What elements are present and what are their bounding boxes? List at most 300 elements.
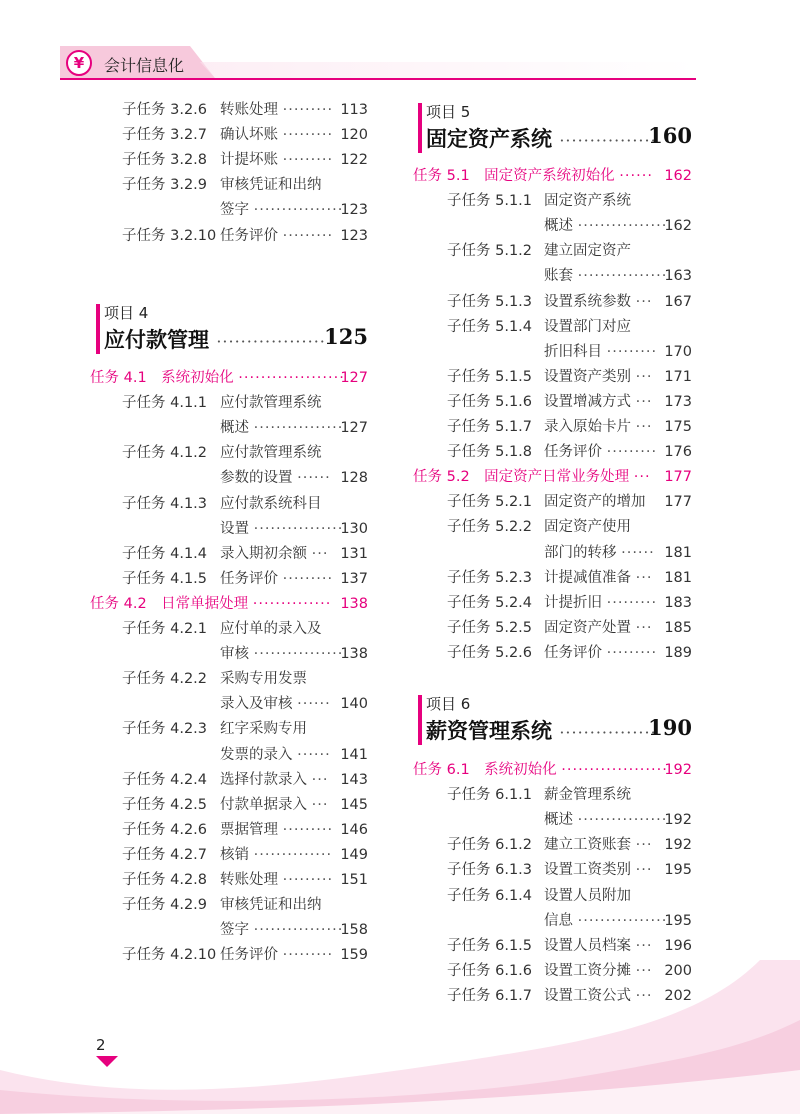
entry-title <box>220 174 322 196</box>
entry-page: 123 <box>340 202 368 219</box>
leader-dots: ········· <box>282 947 334 964</box>
entry-title-text: 计提折旧 <box>544 594 602 611</box>
entry-number: 子任务 5.2.1 <box>447 494 533 511</box>
page-header <box>0 46 800 86</box>
project-label: 项目 4 <box>104 304 149 322</box>
entry-title <box>220 819 333 841</box>
entry-page: 183 <box>664 594 692 611</box>
toc-entry <box>122 693 368 715</box>
entry-number: 子任务 5.2.6 <box>447 644 533 661</box>
toc-entry <box>122 819 368 841</box>
entry-title-text: 设置人员档案 <box>544 937 631 954</box>
entry-page: 170 <box>664 343 692 360</box>
toc-entry <box>122 744 368 766</box>
entry-number: 子任务 4.2.9 <box>122 897 208 914</box>
project-title <box>104 324 368 354</box>
leader-dots: ·············· <box>253 846 333 863</box>
leader-dots: ··· <box>635 987 653 1004</box>
entry-number: 子任务 5.1.6 <box>447 393 533 410</box>
entry-page: 171 <box>664 368 692 385</box>
entry-title-text: 概述 <box>544 218 573 235</box>
entry-page: 131 <box>340 545 368 562</box>
toc-entry <box>447 809 692 831</box>
entry-title-text: 任务评价 <box>220 947 278 964</box>
entry-title-text: 部门的转移 <box>544 544 617 561</box>
leader-dots: ··· <box>635 393 653 410</box>
entry-title-text: 设置增减方式 <box>544 393 631 410</box>
entry-number: 子任务 5.1.2 <box>447 243 533 260</box>
entry-number: 子任务 4.1.4 <box>122 545 208 562</box>
entry-title-text: 计提坏账 <box>220 152 278 169</box>
entry-title <box>220 668 307 690</box>
entry-title <box>544 642 657 664</box>
entry-title <box>220 417 343 439</box>
entry-title-text: 设置 <box>220 520 249 537</box>
leader-dots: ········· <box>282 872 334 888</box>
entry-number: 子任务 5.1.5 <box>447 368 533 385</box>
leader-dots: ·················· <box>216 332 326 351</box>
entry-title-text: 参数的设置 <box>220 470 293 487</box>
toc-entry <box>447 516 692 538</box>
entry-title <box>220 718 307 740</box>
entry-title-text: 折旧科目 <box>544 343 602 360</box>
leader-dots: ··················· <box>561 762 668 778</box>
toc-entry <box>122 392 368 414</box>
entry-number: 子任务 3.2.10 <box>122 227 217 244</box>
entry-number: 子任务 5.1.1 <box>447 193 533 210</box>
leader-dots: ··· <box>311 771 329 788</box>
entry-title-text: 任务评价 <box>220 570 278 587</box>
entry-title-text: 发票的录入 <box>220 746 293 763</box>
entry-number: 子任务 4.2.10 <box>122 947 217 964</box>
task-title: 任务 5.2 固定资产日常业务处理 <box>413 469 630 486</box>
toc-entry <box>122 99 368 121</box>
task-title: 任务 5.1 固定资产系统初始化 <box>413 168 615 184</box>
entry-title <box>544 885 631 907</box>
entry-title-text: 确认坏账 <box>220 127 278 144</box>
entry-number: 子任务 5.2.5 <box>447 619 533 636</box>
toc-entry <box>447 784 692 806</box>
entry-number: 子任务 4.2.1 <box>122 621 208 637</box>
toc-entry <box>122 618 368 640</box>
entry-title <box>544 935 652 957</box>
entry-title <box>544 809 667 831</box>
entry-number: 子任务 3.2.9 <box>122 177 208 194</box>
entry-page: 128 <box>340 470 368 487</box>
entry-page: 200 <box>664 962 692 979</box>
leader-dots: ················ <box>559 131 657 150</box>
entry-page: 151 <box>340 872 368 888</box>
leader-dots: ······ <box>619 168 653 184</box>
entry-title <box>220 744 331 766</box>
toc-entry <box>447 341 692 363</box>
entry-title <box>544 784 631 806</box>
leader-dots: ········· <box>282 152 334 169</box>
entry-title-text: 概述 <box>544 812 573 829</box>
toc-entry <box>122 894 368 916</box>
entry-title <box>220 467 331 489</box>
project-page: 160 <box>648 123 692 148</box>
entry-title-text: 任务评价 <box>220 227 278 244</box>
toc-entry <box>447 240 692 262</box>
entry-title <box>544 316 631 338</box>
leader-dots: ··· <box>635 837 653 854</box>
leader-dots: ················ <box>577 218 668 235</box>
entry-title-text: 签字 <box>220 922 249 939</box>
entry-title-text: 录入期初余额 <box>220 545 307 562</box>
toc-entry <box>447 291 692 313</box>
entry-title-text: 转账处理 <box>220 102 278 118</box>
leader-dots: ··· <box>635 419 653 435</box>
leader-dots: ········· <box>606 594 658 611</box>
entry-page: 189 <box>664 644 692 661</box>
entry-page: 120 <box>340 127 368 144</box>
entry-number: 子任务 3.2.6 <box>122 102 208 118</box>
leader-dots: ··· <box>635 962 653 979</box>
toc-entry <box>122 769 368 791</box>
entry-number: 子任务 5.2.3 <box>447 569 533 586</box>
toc-entry <box>122 149 368 171</box>
entry-title-text: 固定资产系统 <box>544 193 631 210</box>
entry-title <box>220 894 322 916</box>
entry-title <box>220 919 343 941</box>
entry-title-text: 应付款管理系统 <box>220 395 322 412</box>
entry-page: 123 <box>340 227 368 244</box>
entry-page: 158 <box>340 922 368 939</box>
entry-title <box>544 834 652 856</box>
leader-dots: ········· <box>606 343 658 360</box>
leader-dots: ··· <box>635 293 653 310</box>
leader-dots: ········· <box>282 570 334 587</box>
task-title: 任务 4.1 系统初始化 <box>90 370 234 386</box>
entry-title-text: 应付款系统科目 <box>220 495 322 512</box>
entry-number: 子任务 6.1.2 <box>447 837 533 854</box>
entry-page: 181 <box>664 569 692 586</box>
entry-page: 143 <box>340 771 368 788</box>
entry-title <box>544 516 631 538</box>
entry-title <box>220 769 328 791</box>
leader-dots: ··· <box>311 545 329 562</box>
entry-title <box>544 190 631 212</box>
entry-page: 185 <box>664 619 692 636</box>
toc-entry <box>122 417 368 439</box>
entry-title-text: 固定资产使用 <box>544 519 631 536</box>
toc-entry <box>122 518 368 540</box>
entry-number: 子任务 4.1.2 <box>122 445 208 462</box>
task-heading <box>413 165 692 187</box>
leader-dots: ······ <box>297 696 331 713</box>
entry-number: 子任务 4.2.2 <box>122 671 208 688</box>
toc-entry <box>122 568 368 590</box>
entry-number: 子任务 6.1.6 <box>447 962 533 979</box>
header-rule <box>60 78 696 80</box>
toc-entry <box>447 190 692 212</box>
task-heading <box>413 759 692 781</box>
entry-title <box>544 441 657 463</box>
task-page: 138 <box>340 595 368 612</box>
entry-title <box>544 859 652 881</box>
toc-entry <box>447 567 692 589</box>
entry-title <box>220 643 343 665</box>
entry-number: 子任务 4.1.3 <box>122 495 208 512</box>
entry-title <box>544 366 652 388</box>
task-page: 192 <box>664 762 692 778</box>
entry-title <box>544 215 667 237</box>
leader-dots: ··· <box>635 569 653 586</box>
toc-entry <box>122 919 368 941</box>
project-page: 190 <box>648 715 692 740</box>
toc-entry <box>447 935 692 957</box>
entry-title-text: 设置资产类别 <box>544 368 631 385</box>
project-label: 项目 6 <box>426 695 471 713</box>
entry-title <box>220 518 343 540</box>
entry-page: 175 <box>664 419 692 435</box>
project-title-text: 应付款管理 <box>104 327 209 352</box>
toc-entry <box>447 617 692 639</box>
toc-entry <box>122 225 368 247</box>
leader-dots: ················ <box>577 912 668 929</box>
entry-number: 子任务 5.1.8 <box>447 444 533 461</box>
entry-title <box>544 617 652 639</box>
entry-title-text: 选择付款录入 <box>220 771 307 788</box>
leader-dots: ················ <box>253 520 344 537</box>
entry-number: 子任务 4.2.3 <box>122 721 208 738</box>
entry-title <box>220 199 343 221</box>
entry-number: 子任务 3.2.8 <box>122 152 208 169</box>
task-page: 177 <box>664 469 692 486</box>
task-title: 任务 6.1 系统初始化 <box>413 762 557 778</box>
entry-title-text: 审核凭证和出纳 <box>220 897 322 914</box>
project-title-text: 固定资产系统 <box>426 126 552 151</box>
project-title-text: 薪资管理系统 <box>426 718 552 743</box>
leader-dots: ················ <box>253 202 344 219</box>
toc-entry <box>447 542 692 564</box>
entry-title <box>220 794 328 816</box>
toc-entry <box>447 391 692 413</box>
entry-title <box>544 391 652 413</box>
leader-dots: ········· <box>282 227 334 244</box>
entry-title-text: 采购专用发票 <box>220 671 307 688</box>
toc-entry <box>447 592 692 614</box>
entry-page: 138 <box>340 646 368 663</box>
entry-number: 子任务 5.2.4 <box>447 594 533 611</box>
entry-page: 202 <box>664 987 692 1004</box>
entry-number: 子任务 5.1.3 <box>447 293 533 310</box>
entry-title-text: 账套 <box>544 268 573 285</box>
entry-title-text: 固定资产的增加 <box>544 494 646 511</box>
toc-entry <box>122 718 368 740</box>
entry-page: 196 <box>664 937 692 954</box>
entry-number: 子任务 4.2.4 <box>122 771 208 788</box>
toc-entry <box>122 493 368 515</box>
entry-title-text: 审核 <box>220 646 249 663</box>
entry-title <box>544 416 652 438</box>
leader-dots: ········· <box>606 644 658 661</box>
toc-entry <box>122 467 368 489</box>
entry-number: 子任务 6.1.7 <box>447 987 533 1004</box>
toc-entry <box>122 869 368 891</box>
leader-dots: ······ <box>621 544 655 561</box>
entry-title <box>544 291 652 313</box>
entry-title-text: 信息 <box>544 912 573 929</box>
entry-number: 子任务 5.1.4 <box>447 318 533 335</box>
toc-entry <box>447 316 692 338</box>
entry-title <box>220 869 333 891</box>
entry-title-text: 概述 <box>220 420 249 437</box>
leader-dots: ··················· <box>238 370 345 386</box>
entry-number: 子任务 4.2.7 <box>122 846 208 863</box>
entry-page: 113 <box>340 102 368 118</box>
entry-title-text: 红字采购专用 <box>220 721 307 738</box>
task-heading <box>90 367 368 389</box>
entry-title <box>220 618 322 640</box>
leader-dots: ··· <box>635 368 653 385</box>
toc-entry <box>447 885 692 907</box>
task-heading <box>413 466 692 488</box>
entry-title-text: 建立固定资产 <box>544 243 631 260</box>
toc-entry <box>447 265 692 287</box>
entry-title-text: 付款单据录入 <box>220 796 307 813</box>
toc-entry <box>122 199 368 221</box>
entry-title-text: 设置人员附加 <box>544 887 631 904</box>
task-page: 162 <box>664 168 692 184</box>
entry-title <box>544 592 657 614</box>
toc-entry <box>122 643 368 665</box>
leader-dots: ··· <box>635 937 653 954</box>
project-title <box>426 715 692 745</box>
toc-entry <box>447 910 692 932</box>
entry-number: 子任务 4.2.5 <box>122 796 208 813</box>
entry-title <box>220 543 328 565</box>
leader-dots: ················ <box>253 420 344 437</box>
project-bar <box>418 103 422 153</box>
entry-page: 122 <box>340 152 368 169</box>
entry-title <box>220 493 322 515</box>
leader-dots: ······ <box>297 470 331 487</box>
entry-title <box>220 568 333 590</box>
entry-title-text: 核销 <box>220 846 249 863</box>
entry-page: 167 <box>664 293 692 310</box>
entry-title <box>544 240 631 262</box>
leader-dots: ················ <box>253 646 344 663</box>
leader-dots: ········· <box>606 444 658 461</box>
project-bar <box>96 304 100 354</box>
entry-title-text: 应付单的录入及 <box>220 621 322 637</box>
entry-title-text: 应付款管理系统 <box>220 445 322 462</box>
entry-page: 192 <box>664 812 692 829</box>
footer-wave <box>0 960 800 1114</box>
page-triangle-icon <box>96 1056 118 1067</box>
entry-title-text: 转账处理 <box>220 872 278 888</box>
entry-page: 137 <box>340 570 368 587</box>
toc-entry <box>447 491 692 513</box>
entry-title-text: 设置部门对应 <box>544 318 631 335</box>
entry-title <box>220 442 322 464</box>
toc-entry <box>447 834 692 856</box>
entry-title <box>220 149 333 171</box>
entry-title-text: 薪金管理系统 <box>544 787 631 804</box>
task-page: 127 <box>340 370 368 386</box>
toc-entry <box>447 215 692 237</box>
page-number: 2 <box>96 1036 106 1054</box>
entry-page: 130 <box>340 520 368 537</box>
project-title <box>426 123 692 153</box>
entry-number: 子任务 6.1.3 <box>447 862 533 879</box>
entry-title <box>220 693 331 715</box>
leader-dots: ··· <box>635 619 653 636</box>
leader-dots: ········· <box>282 127 334 144</box>
toc-entry <box>447 859 692 881</box>
entry-title <box>220 844 332 866</box>
entry-title-text: 审核凭证和出纳 <box>220 177 322 194</box>
entry-title-text: 签字 <box>220 202 249 219</box>
entry-title-text: 任务评价 <box>544 644 602 661</box>
leader-dots: ··· <box>635 862 653 879</box>
toc-entry <box>447 366 692 388</box>
entry-title-text: 设置工资公式 <box>544 987 631 1004</box>
entry-page: 173 <box>664 393 692 410</box>
entry-title <box>220 124 333 146</box>
entry-title-text: 设置工资类别 <box>544 862 631 879</box>
entry-title <box>544 542 655 564</box>
toc-entry <box>122 174 368 196</box>
entry-title-text: 票据管理 <box>220 821 278 838</box>
entry-title <box>544 341 657 363</box>
entry-title-text: 设置工资分摊 <box>544 962 631 979</box>
toc-entry <box>122 668 368 690</box>
entry-page: 163 <box>664 268 692 285</box>
toc-entry <box>122 844 368 866</box>
project-bar <box>418 695 422 745</box>
toc-entry <box>122 124 368 146</box>
leader-dots: ················ <box>577 812 668 829</box>
entry-title-text: 计提减值准备 <box>544 569 631 586</box>
entry-page: 195 <box>664 862 692 879</box>
leader-dots: ·············· <box>252 595 332 612</box>
entry-title <box>544 265 667 287</box>
entry-title <box>544 910 667 932</box>
toc-entry <box>122 794 368 816</box>
leader-dots: ················ <box>559 723 657 742</box>
entry-page: 140 <box>340 696 368 713</box>
entry-page: 146 <box>340 821 368 838</box>
entry-number: 子任务 5.1.7 <box>447 419 533 435</box>
leader-dots: ··· <box>633 469 651 486</box>
toc-entry <box>447 642 692 664</box>
entry-title <box>220 225 333 247</box>
entry-number: 子任务 4.2.6 <box>122 821 208 838</box>
entry-page: 162 <box>664 218 692 235</box>
entry-title-text: 固定资产处置 <box>544 619 631 636</box>
entry-title-text: 设置系统参数 <box>544 293 631 310</box>
yen-icon: ¥ <box>66 50 92 76</box>
leader-dots: ··· <box>311 796 329 813</box>
leader-dots: ······ <box>297 746 331 763</box>
entry-number: 子任务 4.1.5 <box>122 570 208 587</box>
project-page: 125 <box>324 324 368 349</box>
entry-number: 子任务 6.1.1 <box>447 787 533 804</box>
entry-page: 195 <box>664 912 692 929</box>
entry-title <box>220 99 333 121</box>
entry-title <box>544 567 652 589</box>
leader-dots: ········· <box>282 102 334 118</box>
toc-entry <box>447 416 692 438</box>
entry-number: 子任务 4.1.1 <box>122 395 208 412</box>
entry-number: 子任务 5.2.2 <box>447 519 533 536</box>
entry-title-text: 录入原始卡片 <box>544 419 631 435</box>
leader-dots: ········· <box>282 821 334 838</box>
entry-number: 子任务 6.1.4 <box>447 887 533 904</box>
